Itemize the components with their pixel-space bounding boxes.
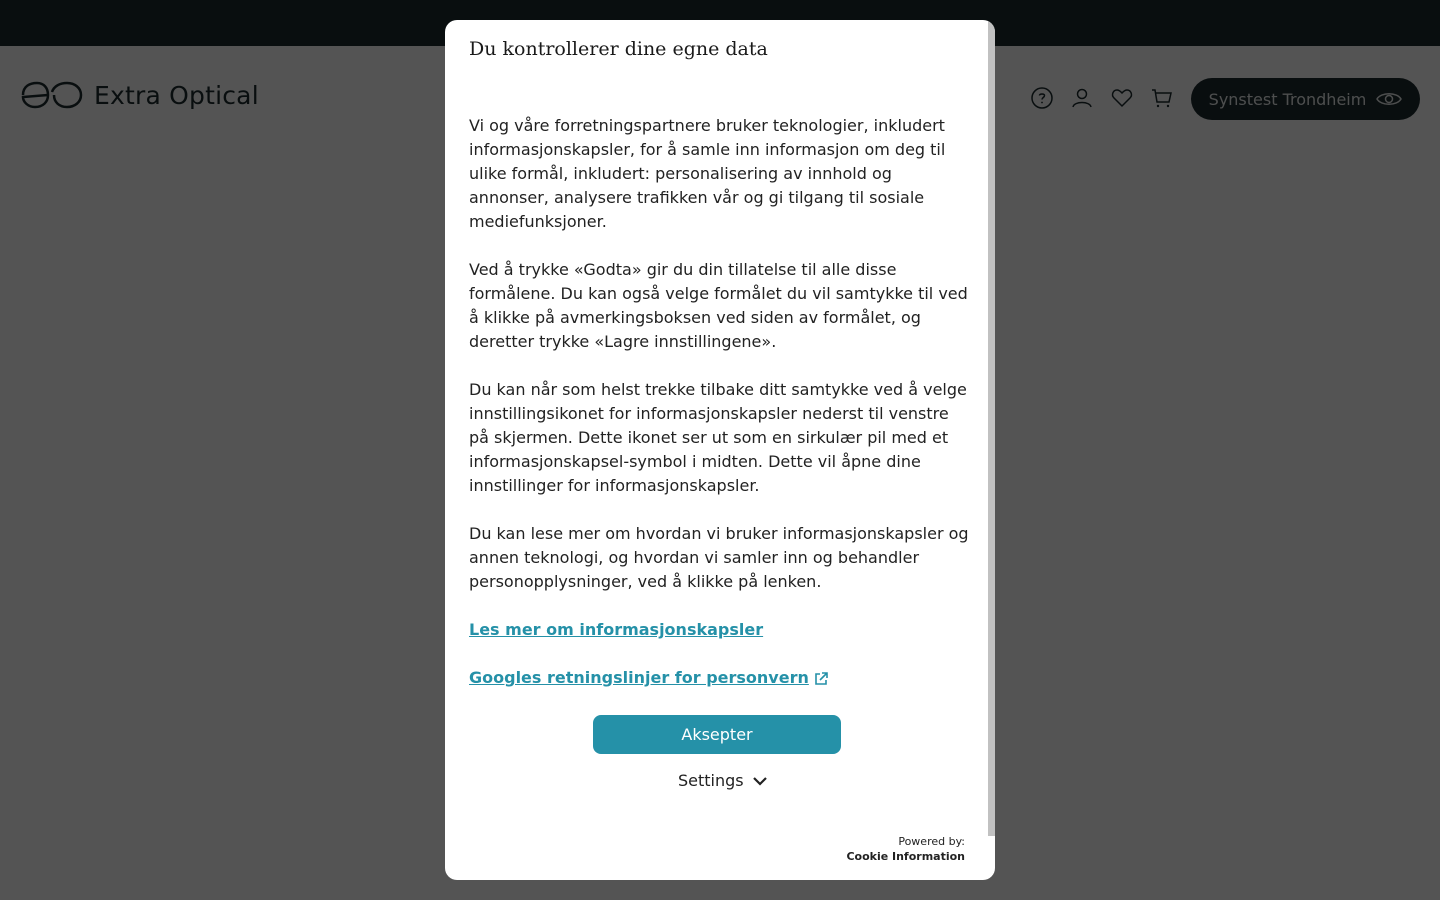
settings-toggle[interactable] bbox=[678, 771, 768, 790]
google-privacy-link-label: Googles retningslinjer for personvern bbox=[469, 668, 809, 687]
powered-by-label: Powered by: bbox=[898, 835, 965, 848]
consent-paragraph: Du kan når som helst trekke tilbake ditt samtykke ved å velge innstillingsikonet for informasjonskapsler nederst til venstre på skjermen. Dette ikonet ser ut som en sirkulær pil med et informasjonskapsel-symbol i midten. Dette vil åpne dine innstillinger for informasjonskapsler. bbox=[469, 380, 967, 495]
google-privacy-link[interactable] bbox=[469, 666, 829, 690]
external-link-icon bbox=[813, 671, 829, 687]
cookie-consent-dialog bbox=[445, 20, 995, 880]
accept-button[interactable]: Aksepter bbox=[593, 715, 841, 754]
consent-paragraph: Ved å trykke «Godta» gir du din tillatelse til alle disse formålene. Du kan også velge formålet du vil samtykke til ved å klikke på avmerkingsboksen ved siden av formålet, og deretter trykke «Lagre innstillingene». bbox=[469, 260, 968, 351]
dialog-body bbox=[469, 114, 969, 714]
modal-scrollbar[interactable] bbox=[988, 20, 995, 836]
cookie-info-link[interactable]: Les mer om informasjonskapsler bbox=[469, 620, 764, 639]
chevron-down-icon bbox=[752, 775, 768, 787]
powered-by bbox=[846, 834, 965, 864]
dialog-title: Du kontrollerer dine egne data bbox=[469, 38, 768, 60]
powered-by-brand[interactable]: Cookie Information bbox=[846, 850, 965, 863]
settings-label: Settings bbox=[678, 771, 744, 790]
consent-paragraph: Du kan lese mer om hvordan vi bruker informasjonskapsler og annen teknologi, og hvordan vi samler inn og behandler personopplysninger, ved å klikke på lenken. bbox=[469, 524, 969, 591]
consent-paragraph: Vi og våre forretningspartnere bruker teknologier, inkludert informasjonskapsler, for å samle inn informasjon om deg til ulike formål, inkludert: personalisering av innhold og annonser, analysere trafikken vår og gi tilgang til sosiale mediefunksjoner. bbox=[469, 116, 946, 231]
